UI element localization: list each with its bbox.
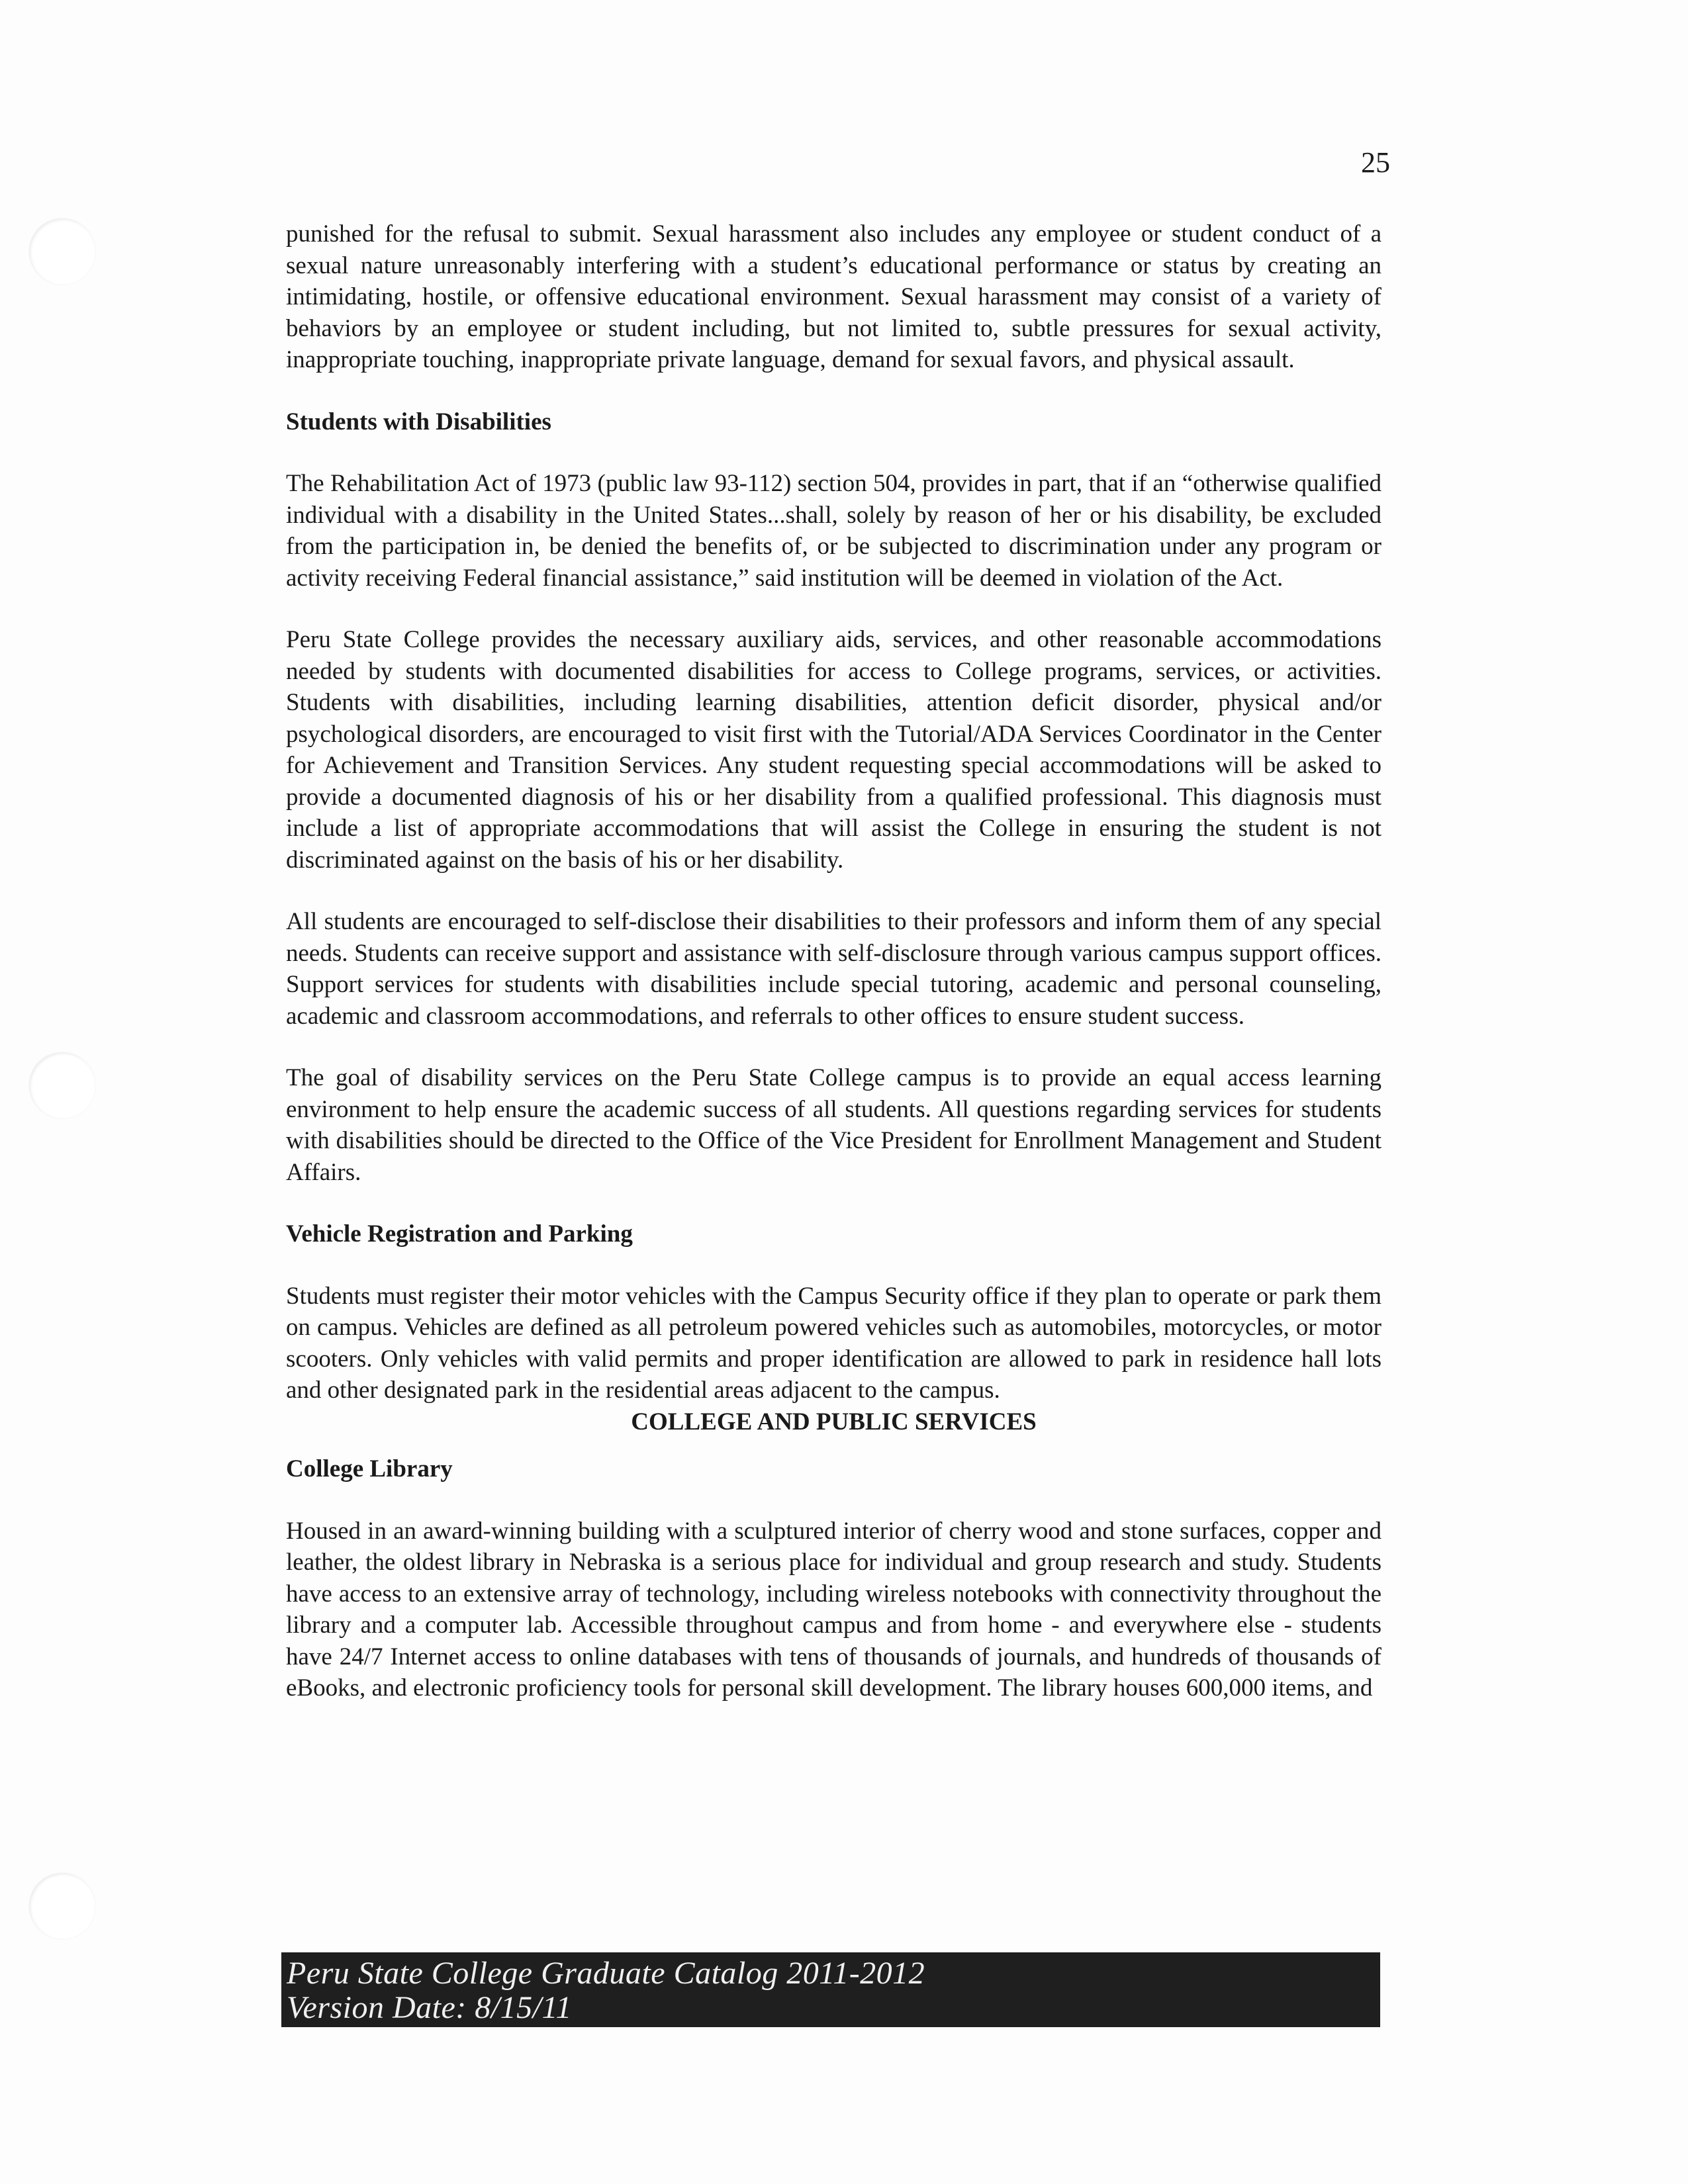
paragraph-vehicle-registration: Students must register their motor vehicles with the Campus Security office if they plan to operate or park them on campus. Vehicles are defined as all petroleum powered vehicles such as automobiles, motorcycles, or motor scooters. Only vehicles with valid permits and proper identification are allowed to park in residence hall lots and other designated park in the residential areas adjacent to the campus. <box>286 1282 1382 1404</box>
punch-hole-middle <box>29 1052 95 1118</box>
paragraph-self-disclosure: All students are encouraged to self-disclose their disabilities to their professors and inform them of any special needs. Students can receive support and assistance with self-disclosure through various campus support offices. Support services for students with disabilities include special tutoring, academic and personal counseling, academic and classroom accommodations, and referrals to other offices to ensure student success. <box>286 908 1382 1030</box>
heading-vehicle-registration: Vehicle Registration and Parking <box>286 1220 633 1248</box>
page-number: 25 <box>1361 146 1390 179</box>
paragraph-rehabilitation-act: The Rehabilitation Act of 1973 (public law 93-112) section 504, provides in part, that if an “otherwise qualified individual with a disability in the United States...shall, solely by reason of her or his disability, be excluded from the participation in, be denied the benefits of, or be subjected to discrimination under any program or activity receiving Federal financial assistance,” said institution will be deemed in violation of the Act. <box>286 470 1382 592</box>
paragraph-harassment-continued: punished for the refusal to submit. Sexual harassment also includes any employee or student conduct of a sexual nature unreasonably interfering with a student’s educational performance or status by creating an intimidating, hostile, or offensive educational environment. Sexual harassment may consist of a variety of behaviors by an employee or student including, but not limited to, subtle pressures for sexual activity, inappropriate touching, inappropriate private language, demand for sexual favors, and physical assault. <box>286 220 1382 373</box>
catalog-footer-banner <box>281 1952 1380 2027</box>
punch-hole-top <box>29 218 95 285</box>
paragraph-disability-services-goal: The goal of disability services on the Peru State College campus is to provide an equal access learning environment to help ensure the academic success of all students. All questions regarding services for students with disabilities should be directed to the Office of the Vice President for Enrollment Management and Student Affairs. <box>286 1064 1382 1186</box>
heading-students-with-disabilities: Students with Disabilities <box>286 408 551 435</box>
paragraph-college-library: Housed in an award-winning building with a sculptured interior of cherry wood and stone surfaces, copper and leather, the oldest library in Nebraska is a serious place for individual and group research and study. Students have access to an extensive array of technology, including wireless notebooks with connectivity throughout the library and a computer lab. Accessible throughout campus and from home - and everywhere else - students have 24/7 Internet access to online databases with tens of thousands of journals, and hundreds of thousands of eBooks, and electronic proficiency tools for personal skill development. The library houses 600,000 items, and <box>286 1517 1382 1702</box>
paragraph-accommodations: Peru State College provides the necessary auxiliary aids, services, and other reasonable accommodations needed by students with documented disabilities for access to College programs, services, or activities. Students with disabilities, including learning disabilities, attention deficit disorder, physical and/or psychological disorders, are encouraged to visit first with the Tutorial/ADA Services Coordinator in the Center for Achievement and Transition Services. Any student requesting special accommodations will be asked to provide a documented diagnosis of his or her disability from a qualified professional. This diagnosis must include a list of appropriate accommodations that will assist the College in ensuring the student is not discriminated against on the basis of his or her disability. <box>286 626 1382 874</box>
footer-version-date: Version Date: 8/15/11 <box>287 1990 572 2025</box>
page-content <box>286 218 1382 1735</box>
punch-hole-bottom <box>29 1873 95 1939</box>
heading-college-library: College Library <box>286 1455 453 1482</box>
heading-college-public-services: COLLEGE AND PUBLIC SERVICES <box>631 1408 1037 1435</box>
footer-catalog-title: Peru State College Graduate Catalog 2011-2012 <box>287 1956 925 1991</box>
